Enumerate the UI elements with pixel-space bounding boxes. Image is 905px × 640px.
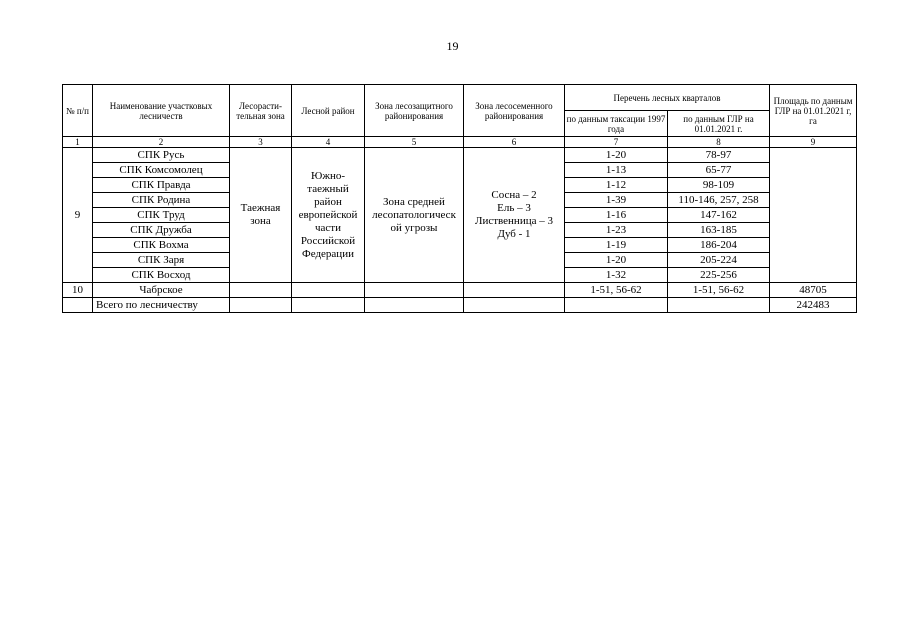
quarters-glr-cell: 186-204 <box>668 238 770 253</box>
forest-quarters-table <box>62 84 857 313</box>
group-number: 9 <box>63 148 93 283</box>
forestry-name: СПК Русь <box>93 148 230 163</box>
row-number: 10 <box>63 283 93 298</box>
forestry-name: СПК Дружба <box>93 223 230 238</box>
total-row <box>63 298 857 313</box>
column-number: 9 <box>770 137 857 148</box>
header-area: Площадь по данным ГЛР на 01.01.2021 г, га <box>770 85 857 137</box>
total-area-cell: 242483 <box>770 298 857 313</box>
group-area-cell <box>770 148 857 283</box>
column-number: 7 <box>565 137 668 148</box>
quarters-glr-cell <box>668 298 770 313</box>
forestry-name: СПК Заря <box>93 253 230 268</box>
column-number: 2 <box>93 137 230 148</box>
forestry-name: СПК Правда <box>93 178 230 193</box>
quarters-1997-cell: 1-19 <box>565 238 668 253</box>
total-label: Всего по лесничеству <box>93 298 230 313</box>
header-quarters-group: Перечень лесных кварталов <box>565 85 770 111</box>
quarters-1997-cell: 1-20 <box>565 253 668 268</box>
quarters-1997-cell: 1-23 <box>565 223 668 238</box>
quarters-glr-cell: 163-185 <box>668 223 770 238</box>
forestry-name: СПК Труд <box>93 208 230 223</box>
column-number: 6 <box>464 137 565 148</box>
forestry-name: СПК Восход <box>93 268 230 283</box>
quarters-1997-cell: 1-20 <box>565 148 668 163</box>
quarters-1997-cell: 1-51, 56-62 <box>565 283 668 298</box>
quarters-1997-cell: 1-32 <box>565 268 668 283</box>
column-number: 1 <box>63 137 93 148</box>
protect-zone-cell <box>365 298 464 313</box>
column-number: 3 <box>230 137 292 148</box>
column-number: 8 <box>668 137 770 148</box>
quarters-glr-cell: 65-77 <box>668 163 770 178</box>
quarters-1997-cell <box>565 298 668 313</box>
veg-zone-cell <box>230 298 292 313</box>
quarters-1997-cell: 1-13 <box>565 163 668 178</box>
seed-zone-cell <box>464 298 565 313</box>
quarters-glr-cell: 147-162 <box>668 208 770 223</box>
protect-zone-cell <box>365 283 464 298</box>
table-row <box>63 148 857 163</box>
header-protect-zone: Зона лесозащитного районирования <box>365 85 464 137</box>
protect-zone-cell: Зона средней лесопатологическ ой угрозы <box>365 148 464 283</box>
row-number <box>63 298 93 313</box>
forestry-name: Чабрское <box>93 283 230 298</box>
forest-region-cell: Южно- таежный район европейской части Российской Федерации <box>292 148 365 283</box>
header-num: № п/п <box>63 85 93 137</box>
forest-region-cell <box>292 283 365 298</box>
quarters-1997-cell: 1-12 <box>565 178 668 193</box>
forest-region-cell <box>292 298 365 313</box>
quarters-glr-cell: 205-224 <box>668 253 770 268</box>
column-number: 5 <box>365 137 464 148</box>
forestry-name: СПК Комсомолец <box>93 163 230 178</box>
quarters-glr-cell: 98-109 <box>668 178 770 193</box>
forestry-name: СПК Родина <box>93 193 230 208</box>
header-quarters-1997: по данным таксации 1997 года <box>565 111 668 137</box>
header-seed-zone: Зона лесосеменного районирования <box>464 85 565 137</box>
seed-zone-cell <box>464 283 565 298</box>
veg-zone-cell <box>230 283 292 298</box>
quarters-glr-cell: 110-146, 257, 258 <box>668 193 770 208</box>
veg-zone-cell: Таежная зона <box>230 148 292 283</box>
quarters-1997-cell: 1-39 <box>565 193 668 208</box>
quarters-glr-cell: 1-51, 56-62 <box>668 283 770 298</box>
header-veg-zone: Лесорасти-тельная зона <box>230 85 292 137</box>
quarters-glr-cell: 225-256 <box>668 268 770 283</box>
quarters-glr-cell: 78-97 <box>668 148 770 163</box>
quarters-1997-cell: 1-16 <box>565 208 668 223</box>
header-quarters-glr: по данным ГЛР на 01.01.2021 г. <box>668 111 770 137</box>
forestry-name: СПК Вохма <box>93 238 230 253</box>
column-number-row <box>63 137 857 148</box>
table-row <box>63 283 857 298</box>
page-number: 19 <box>446 39 459 53</box>
area-cell: 48705 <box>770 283 857 298</box>
header-forest-region: Лесной район <box>292 85 365 137</box>
column-number: 4 <box>292 137 365 148</box>
seed-zone-cell: Сосна – 2 Ель – 3 Лиственница – 3 Дуб - 1 <box>464 148 565 283</box>
header-name: Наименование участковых лесничеств <box>93 85 230 137</box>
